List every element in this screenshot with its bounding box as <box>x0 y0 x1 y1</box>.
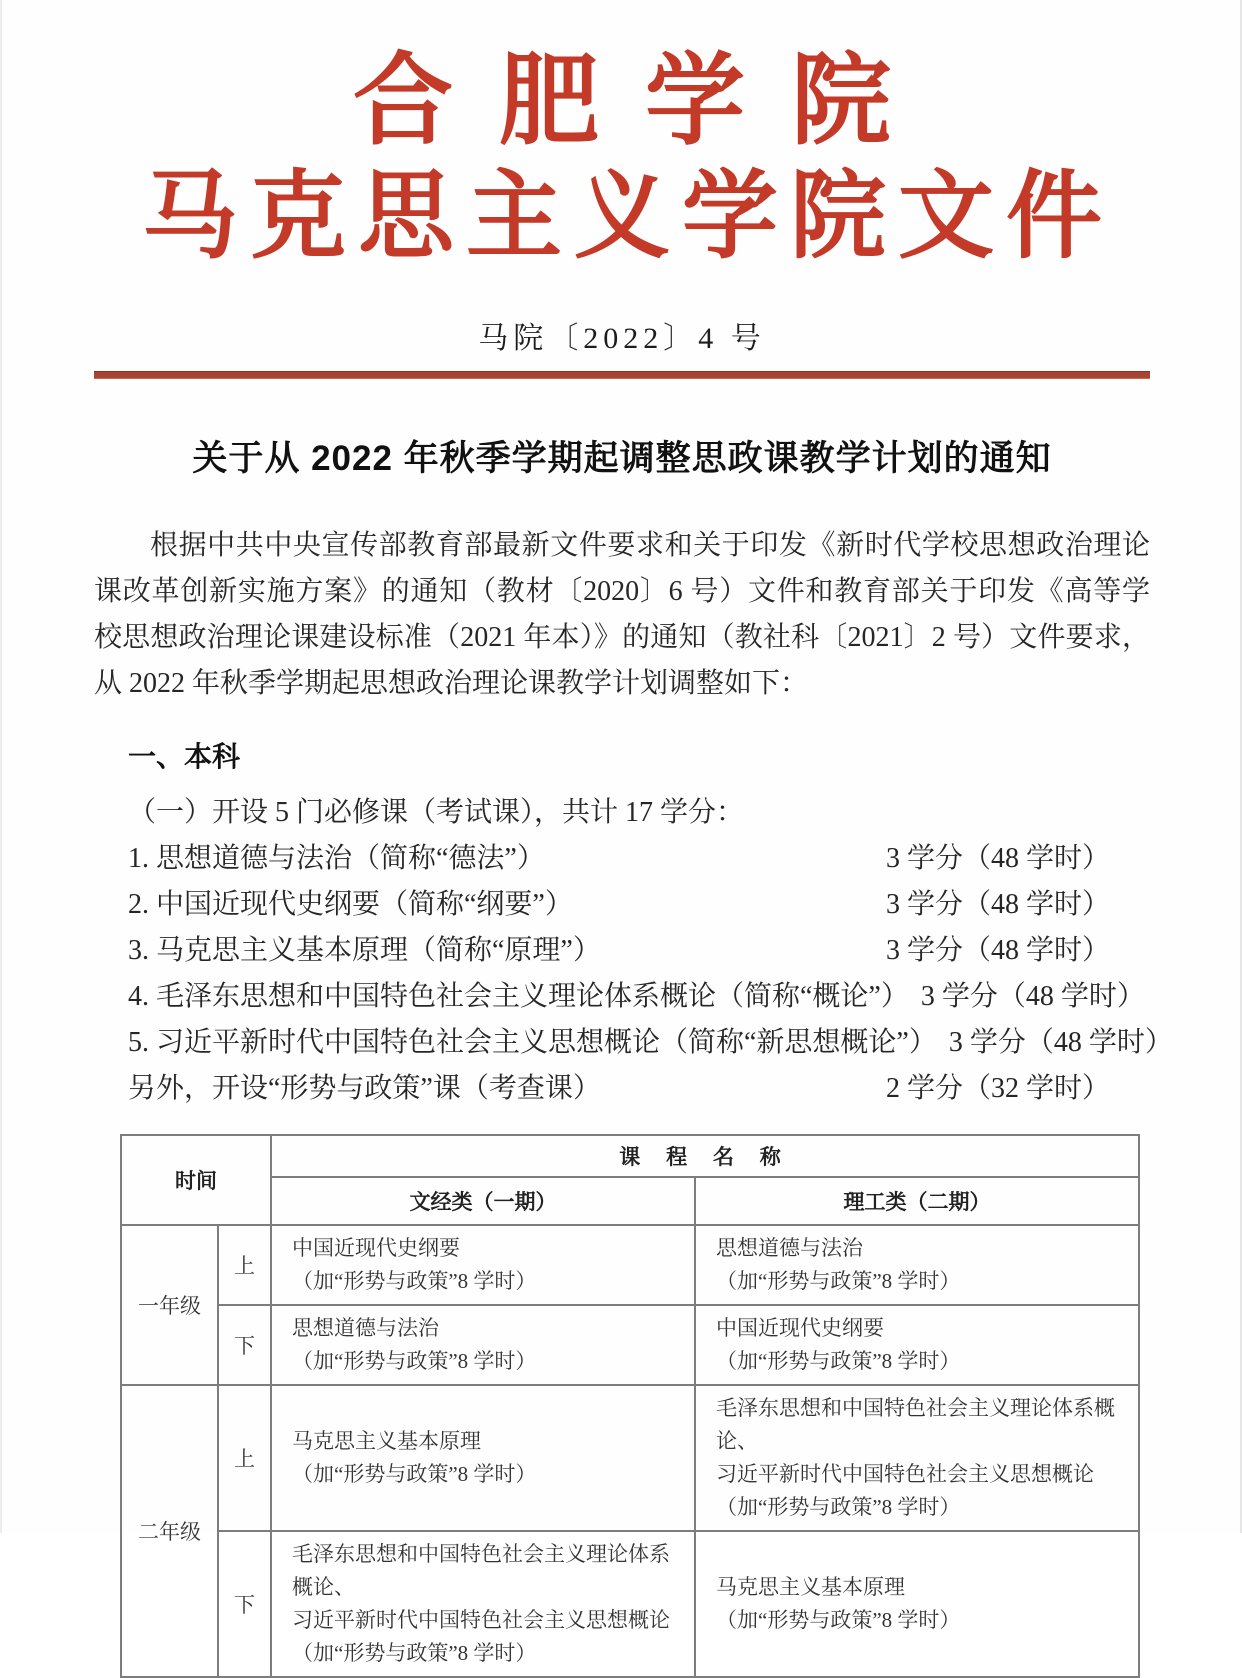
semester-cell: 上 <box>218 1225 271 1305</box>
cell-line: （加“形势与政策”8 学时） <box>292 1641 537 1666</box>
letterhead <box>94 46 1150 379</box>
schedule-cell-y2-down-ligong <box>695 1531 1139 1677</box>
course-item-1 <box>128 836 1150 882</box>
section-subheading: （一）开设 5 门必修课（考试课），共计 17 学分： <box>128 797 745 829</box>
cell-line: （加“形势与政策”8 学时） <box>292 1349 537 1374</box>
course-item-extra <box>128 1066 1150 1112</box>
schedule-cell-y1-up-ligong <box>695 1225 1139 1305</box>
course-name: 另外，开设“形势与政策”课（考查课） <box>128 1073 601 1105</box>
header-cell-time: 时间 <box>121 1135 271 1225</box>
course-item-5 <box>128 1020 1173 1066</box>
notice-title: 关于从 2022 年秋季学期起调整思政课教学计划的通知 <box>192 439 1052 479</box>
schedule-cell-y2-down-wenjing <box>271 1531 695 1677</box>
red-divider-rule <box>94 371 1150 379</box>
cell-line: 马克思主义基本原理 <box>716 1575 905 1600</box>
schedule-cell-y2-up-ligong <box>695 1385 1139 1531</box>
cell-line: 中国近现代史纲要 <box>292 1236 460 1261</box>
cell-line: 思想道德与法治 <box>292 1316 439 1341</box>
course-credit: 3 学分（48 学时） <box>920 981 1145 1013</box>
course-credit: 2 学分（32 学时） <box>885 1073 1110 1105</box>
course-item-4 <box>128 974 1150 1020</box>
cell-line: 毛泽东思想和中国特色社会主义理论体系概论、 <box>292 1542 670 1600</box>
course-schedule-table <box>120 1134 1140 1678</box>
schedule-cell-y1-down-wenjing <box>271 1305 695 1385</box>
schedule-cell-y1-down-ligong <box>695 1305 1139 1385</box>
document-number: 马院〔2022〕4 号 <box>478 322 766 356</box>
cell-line: （加“形势与政策”8 学时） <box>716 1495 961 1520</box>
cell-line: （加“形势与政策”8 学时） <box>716 1608 961 1633</box>
course-name: 4. 毛泽东思想和中国特色社会主义理论体系概论（简称“概论”） <box>128 981 909 1013</box>
org-name-line1: 合肥学院 <box>353 46 937 157</box>
cell-line: （加“形势与政策”8 学时） <box>716 1349 961 1374</box>
grade-cell-year1: 一年级 <box>121 1225 218 1385</box>
header-cell-wenjing: 文经类（一期） <box>271 1177 695 1225</box>
cell-line: 中国近现代史纲要 <box>716 1316 884 1341</box>
course-item-2 <box>128 882 1150 928</box>
header-cell-course-name: 课 程 名 称 <box>271 1135 1139 1177</box>
schedule-cell-y1-up-wenjing <box>271 1225 695 1305</box>
course-credit: 3 学分（48 学时） <box>885 935 1110 967</box>
semester-cell: 下 <box>218 1531 271 1677</box>
semester-cell: 下 <box>218 1305 271 1385</box>
course-credit: 3 学分（48 学时） <box>885 843 1110 875</box>
header-cell-ligong: 理工类（二期） <box>695 1177 1139 1225</box>
semester-cell: 上 <box>218 1385 271 1531</box>
cell-line: （加“形势与政策”8 学时） <box>716 1269 961 1294</box>
grade-cell-year2: 二年级 <box>121 1385 218 1677</box>
opening-paragraph: 根据中共中央宣传部教育部最新文件要求和关于印发《新时代学校思想政治理论课改革创新实施方案》的通知（教材〔2020〕6 号）文件和教育部关于印发《高等学校思想政治理论课建设标准（2021 年本）》的通知（教社科〔2021〕2 号）文件要求，从 2022 年秋季学期起思想政治理论课教学计划调整如下： <box>94 530 1150 700</box>
cell-line: 思想道德与法治 <box>716 1236 863 1261</box>
schedule-cell-y2-up-wenjing <box>271 1385 695 1531</box>
course-name: 1. 思想道德与法治（简称“德法”） <box>128 843 545 875</box>
course-credit: 3 学分（48 学时） <box>948 1027 1173 1059</box>
course-name: 5. 习近平新时代中国特色社会主义思想概论（简称“新思想概论”） <box>128 1027 937 1059</box>
cell-line: 习近平新时代中国特色社会主义思想概论 <box>292 1608 670 1633</box>
cell-line: 毛泽东思想和中国特色社会主义理论体系概论、 <box>716 1396 1115 1454</box>
course-item-3 <box>128 928 1150 974</box>
org-name-line2: 马克思主义学院文件 <box>142 163 1114 270</box>
cell-line: （加“形势与政策”8 学时） <box>292 1269 537 1294</box>
section-heading-benke: 一、本科 <box>128 741 241 773</box>
course-name: 3. 马克思主义基本原理（简称“原理”） <box>128 935 601 967</box>
cell-line: 马克思主义基本原理 <box>292 1429 481 1454</box>
course-credit: 3 学分（48 学时） <box>885 889 1110 921</box>
course-name: 2. 中国近现代史纲要（简称“纲要”） <box>128 889 573 921</box>
cell-line: 习近平新时代中国特色社会主义思想概论 <box>716 1462 1094 1487</box>
course-list <box>94 836 1173 1112</box>
cell-line: （加“形势与政策”8 学时） <box>292 1462 537 1487</box>
